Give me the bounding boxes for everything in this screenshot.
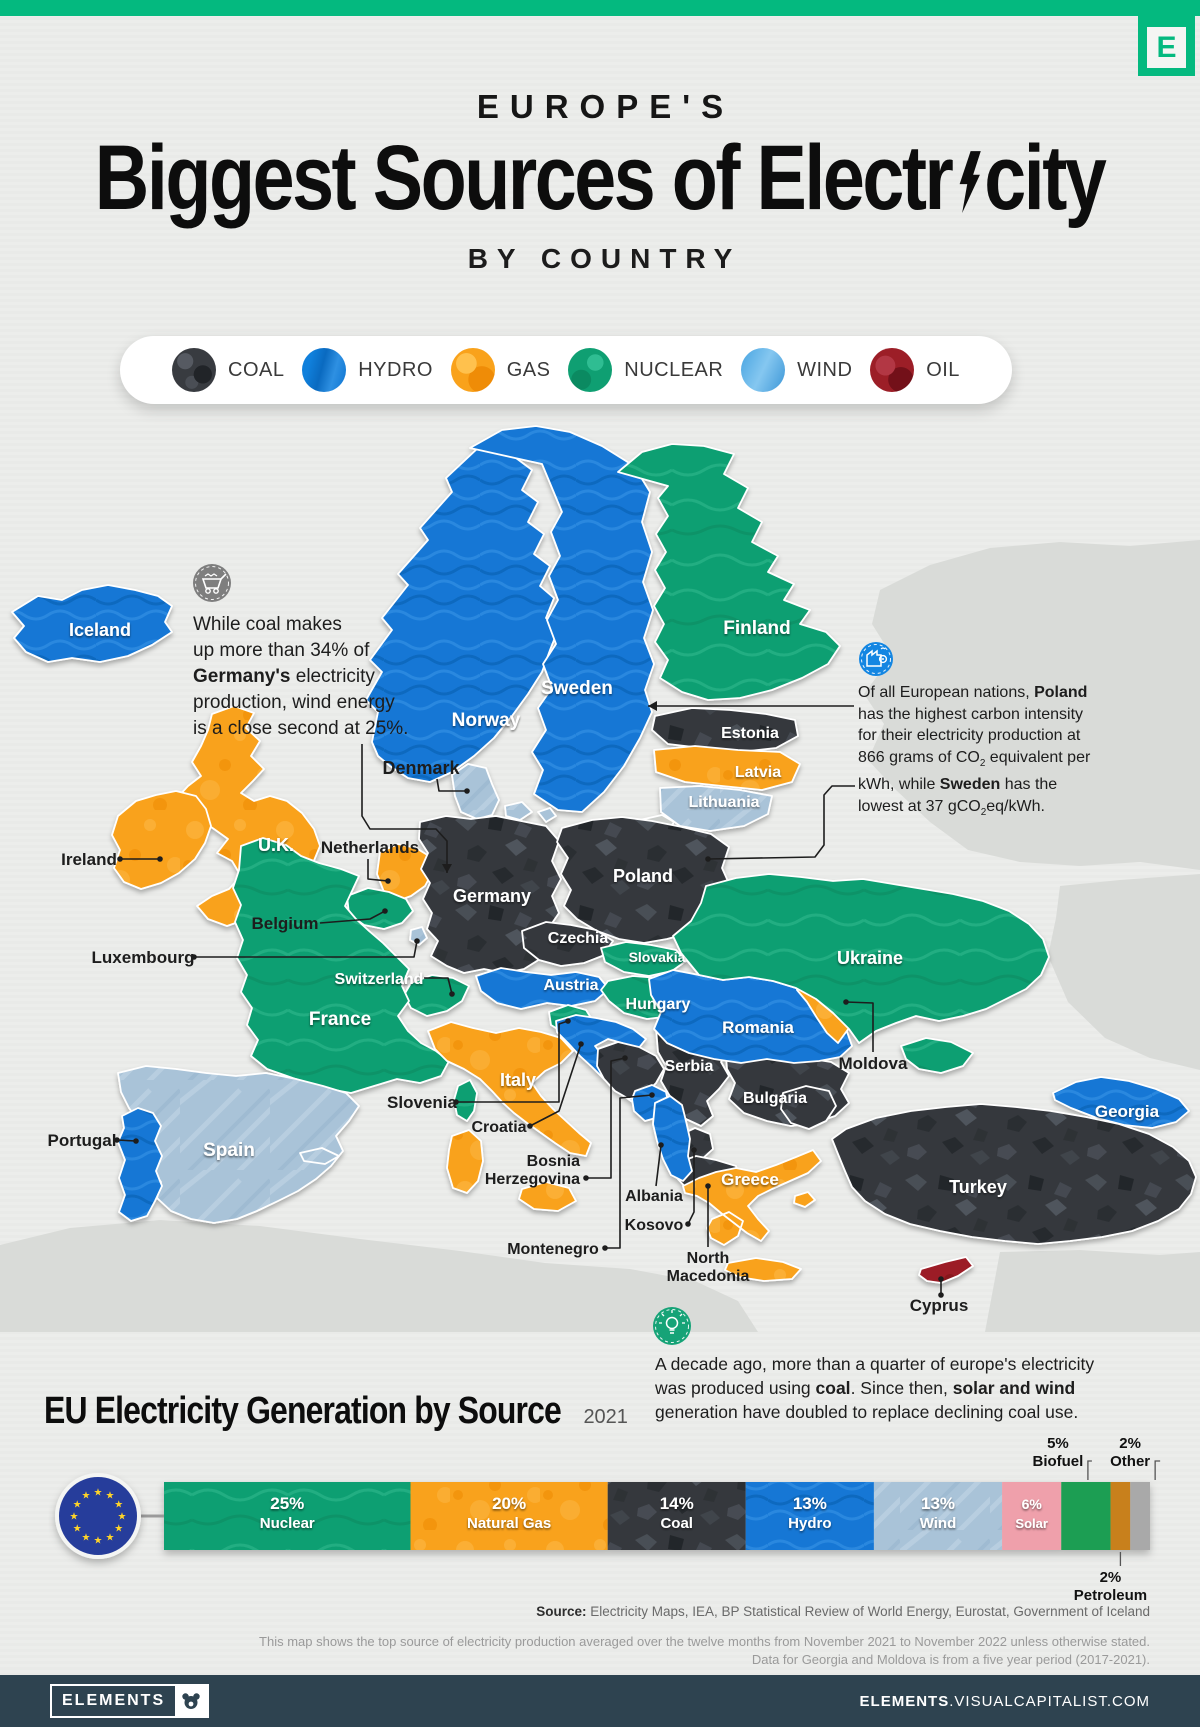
bar-segment-petroleum — [1111, 1482, 1131, 1550]
country-label-latvia: Latvia — [734, 764, 782, 781]
country-label-bulgaria: Bulgaria — [742, 1090, 808, 1107]
chart-heading — [44, 1390, 628, 1433]
country-label-spain: Spain — [203, 1140, 255, 1161]
country-label-denmark: Denmark — [382, 758, 460, 778]
svg-text:★: ★ — [117, 1511, 127, 1523]
coal-note: While coal makes up more than 34% of Germany's electricity production, wind energy is a close second at 25%. — [193, 614, 409, 739]
svg-text:★: ★ — [105, 1490, 115, 1502]
country-label-norway: Norway — [451, 710, 521, 731]
svg-text:Wind: Wind — [919, 1515, 957, 1532]
top-accent-bar — [0, 0, 1200, 16]
country-label-montenegro: Montenegro — [507, 1241, 599, 1258]
country-label-lithuania: Lithuania — [688, 794, 760, 811]
source-text: Electricity Maps, IEA, BP Statistical Review of World Energy, Eurostat, Government of Iceland — [586, 1604, 1150, 1619]
note-line-1: This map shows the top source of electricity production averaged over the twelve months from November 2021 to November 2022 unless otherwise stated. — [259, 1634, 1150, 1649]
country-label-croatia: Croatia — [471, 1119, 527, 1136]
silhouette-0 — [0, 1220, 758, 1332]
country-label-portugal: Portugal — [47, 1131, 117, 1150]
site-url-rest: .VISUALCAPITALIST.COM — [949, 1692, 1150, 1710]
svg-text:Biofuel: Biofuel — [1032, 1453, 1084, 1470]
country-label-uk: U.K. — [258, 835, 294, 855]
bar-segment-other — [1130, 1482, 1150, 1550]
country-label-belgium: Belgium — [251, 914, 319, 933]
legend-label-oil: OIL — [926, 358, 960, 381]
gas-swatch-icon — [451, 348, 495, 392]
country-label-turkey: Turkey — [949, 1177, 1007, 1197]
leader-portugal — [117, 1140, 136, 1141]
note-line-2: Data for Georgia and Moldova is from a five year period (2017-2021). — [751, 1652, 1150, 1667]
eu-generation-bar-chart — [0, 1430, 1200, 1630]
country-label-albania: Albania — [625, 1188, 683, 1205]
chart-title: EU Electricity Generation by Source — [44, 1390, 561, 1432]
coal-swatch-icon — [172, 348, 216, 392]
legend-item-wind — [741, 348, 852, 392]
svg-text:★: ★ — [72, 1499, 82, 1511]
subtitle: BY COUNTRY — [467, 243, 742, 274]
svg-text:5%: 5% — [1047, 1435, 1069, 1452]
svg-text:2%: 2% — [1099, 1569, 1122, 1586]
bar-segment-biofuel — [1061, 1482, 1110, 1550]
svg-text:Petroleum: Petroleum — [1073, 1587, 1148, 1604]
page-title — [0, 126, 1200, 231]
site-url-bold: ELEMENTS — [859, 1692, 950, 1710]
country-portugal — [118, 1108, 162, 1221]
country-label-georgia: Georgia — [1094, 1102, 1160, 1121]
svg-text:★: ★ — [81, 1532, 91, 1544]
eu-flag-icon — [57, 1475, 139, 1557]
svg-text:13%: 13% — [920, 1494, 956, 1513]
title-pre: Biggest Sources of Electr — [95, 127, 952, 229]
svg-text:14%: 14% — [659, 1494, 694, 1513]
country-label-slovakia: Slovakia — [628, 949, 686, 965]
country-label-finland: Finland — [723, 618, 791, 639]
country-label-slovenia: Slovenia — [387, 1093, 457, 1112]
svg-text:13%: 13% — [792, 1494, 827, 1513]
svg-text:★: ★ — [114, 1499, 124, 1511]
svg-text:25%: 25% — [270, 1494, 305, 1513]
country-label-czechia: Czechia — [547, 930, 609, 947]
svg-text:★: ★ — [93, 1535, 103, 1547]
source-line — [259, 1604, 1150, 1619]
legend-item-nuclear — [568, 348, 723, 392]
europe-map — [0, 420, 1200, 1332]
svg-text:★: ★ — [72, 1523, 82, 1535]
nuclear-swatch-icon — [568, 348, 612, 392]
logo-letter: E — [1147, 27, 1186, 68]
silhouette-3 — [985, 1250, 1200, 1332]
svg-text:Nuclear: Nuclear — [259, 1515, 315, 1532]
silhouette-2 — [1048, 874, 1200, 1070]
country-label-nmacedonia: North Macedonia — [666, 1250, 750, 1285]
svg-text:Natural Gas: Natural Gas — [466, 1515, 552, 1532]
decade-note: A decade ago, more than a quarter of europe's electricity was produced using coal. Since then, solar and wind generation have doubled to replace declining coal use. — [655, 1354, 1095, 1422]
country-label-france: France — [308, 1009, 372, 1030]
bear-icon — [175, 1686, 207, 1716]
footnotes — [259, 1604, 1150, 1669]
svg-text:★: ★ — [81, 1490, 91, 1502]
footer-bar — [0, 1675, 1200, 1727]
lightbulb-icon — [652, 1306, 692, 1351]
elements-logo — [50, 1684, 209, 1718]
svg-text:★: ★ — [69, 1511, 79, 1523]
hydro-swatch-icon — [302, 348, 346, 392]
legend-item-coal — [172, 348, 284, 392]
svg-text:★: ★ — [105, 1532, 115, 1544]
oil-swatch-icon — [870, 348, 914, 392]
legend-item-gas — [451, 348, 551, 392]
country-label-ireland: Ireland — [61, 850, 117, 869]
country-label-bosnia: Bosnia Herzegovina — [484, 1153, 580, 1188]
country-label-romania: Romania — [722, 1018, 794, 1037]
svg-text:Coal: Coal — [660, 1515, 693, 1532]
country-label-germany: Germany — [452, 886, 532, 906]
factory-icon — [858, 641, 894, 682]
country-label-switzerland: Switzerland — [334, 971, 424, 988]
svg-text:Hydro: Hydro — [788, 1515, 832, 1532]
country-label-luxembourg: Luxembourg — [91, 948, 195, 967]
country-ireland — [112, 791, 211, 889]
svg-text:Solar: Solar — [1015, 1516, 1048, 1531]
svg-text:★: ★ — [114, 1523, 124, 1535]
legend-label-hydro: HYDRO — [358, 358, 433, 381]
country-label-italy: Italy — [499, 1070, 537, 1090]
legend-item-oil — [870, 348, 960, 392]
legend-label-gas: GAS — [506, 358, 551, 381]
legend-label-nuclear: NUCLEAR — [624, 358, 724, 381]
country-label-iceland: Iceland — [68, 620, 132, 640]
legend-item-hydro — [302, 348, 433, 392]
elements-wordmark: ELEMENTS — [62, 1692, 166, 1709]
wind-swatch-icon — [741, 348, 785, 392]
country-label-ukraine: Ukraine — [836, 948, 904, 968]
svg-text:Other: Other — [1110, 1453, 1151, 1470]
country-label-sweden: Sweden — [541, 678, 613, 699]
country-label-netherlands: Netherlands — [320, 838, 420, 857]
source-label: Source: — [536, 1604, 587, 1619]
country-cyprus — [919, 1257, 973, 1283]
lightning-bolt-icon — [956, 149, 982, 215]
country-label-moldova: Moldova — [838, 1054, 908, 1073]
country-label-cyprus: Cyprus — [909, 1296, 969, 1315]
country-label-hungary: Hungary — [625, 996, 691, 1013]
kicker: EUROPE'S — [476, 88, 735, 125]
leader-albania — [656, 1145, 661, 1186]
svg-text:2%: 2% — [1119, 1435, 1141, 1452]
country-label-serbia: Serbia — [664, 1058, 714, 1075]
svg-text:20%: 20% — [492, 1494, 527, 1513]
chart-year: 2021 — [583, 1406, 628, 1428]
mine-cart-icon — [192, 563, 232, 608]
country-label-greece: Greece — [721, 1170, 779, 1189]
svg-text:★: ★ — [93, 1487, 103, 1499]
legend-pill — [120, 336, 1012, 404]
title-post: city — [984, 127, 1105, 229]
country-label-kosovo: Kosovo — [624, 1217, 684, 1234]
country-label-austria: Austria — [543, 977, 599, 994]
visualcapitalist-logo — [1138, 0, 1195, 76]
country-label-estonia: Estonia — [721, 725, 779, 742]
svg-text:6%: 6% — [1021, 1496, 1042, 1512]
country-label-poland: Poland — [612, 866, 674, 886]
site-url — [860, 1693, 1150, 1710]
legend-label-wind: WIND — [797, 358, 853, 381]
legend-label-coal: COAL — [228, 358, 285, 381]
carbon-note: Of all European nations, Poland has the highest carbon intensity for their electricity production at 866 grams of $CO_2$ equivalent per kWh, while Sweden has the lowest at 37 gCO$_2$eq/kWh. — [858, 684, 1091, 818]
